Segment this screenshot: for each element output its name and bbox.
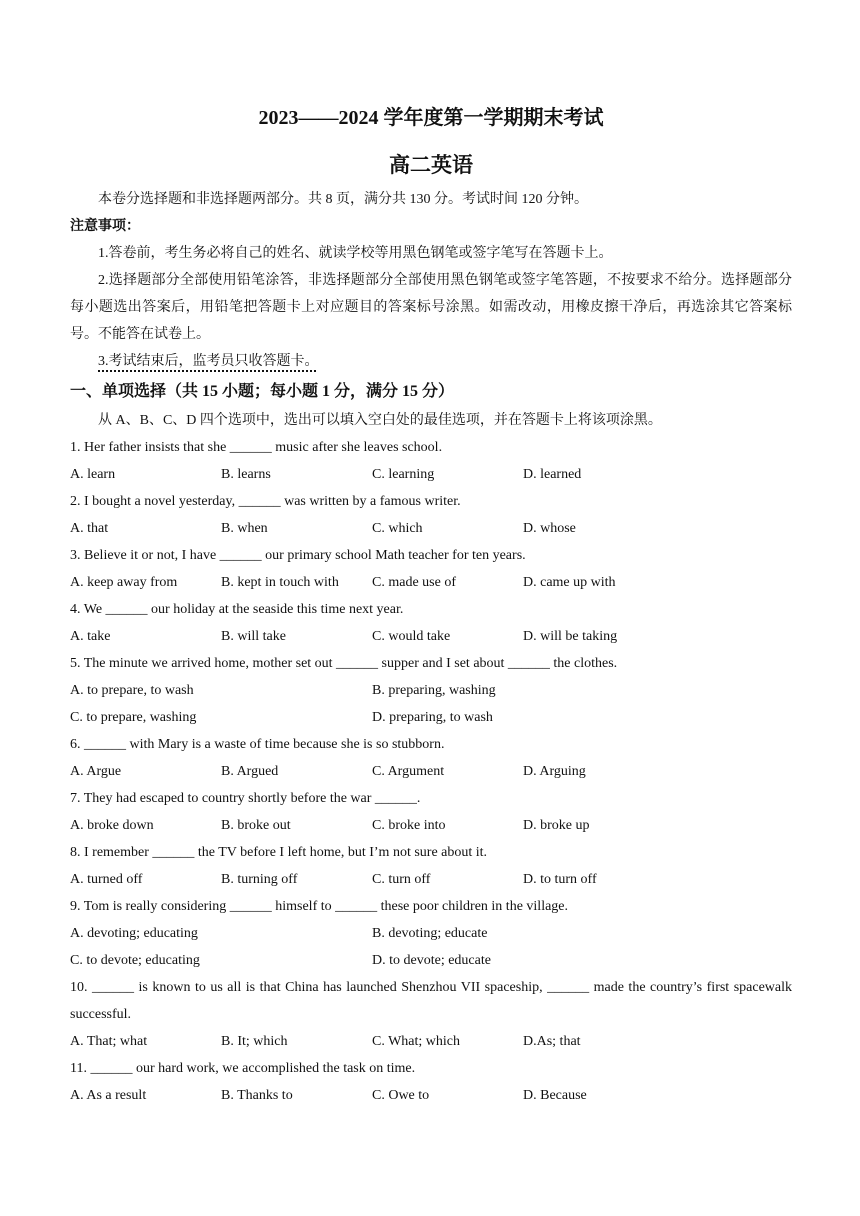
option-a: A. That; what (70, 1034, 148, 1049)
options-row (70, 677, 792, 704)
options-row (70, 920, 792, 947)
option-b: B. Thanks to (221, 1088, 293, 1103)
question-stem: 11. ______ our hard work, we accomplished the task on time. (70, 1061, 416, 1076)
options-row (70, 758, 792, 785)
option-c: C. made use of (372, 575, 456, 590)
section-instruction: 从 A、B、C、D 四个选项中，选出可以填入空白处的最佳选项，并在答题卡上将该项涂黑。 (98, 413, 662, 428)
options-row (70, 623, 792, 650)
question-stem: 4. We ______ our holiday at the seaside this time next year. (70, 602, 404, 617)
notes-heading: 注意事项： (70, 219, 140, 234)
option-b: B. broke out (221, 818, 291, 833)
option-b: B. turning off (221, 872, 298, 887)
section-heading: 一、单项选择（共 15 小题；每小题 1 分，满分 15 分） (70, 383, 455, 400)
exam-title: 2023——2024 学年度第一学期期末考试 (258, 107, 604, 129)
options-row (70, 704, 792, 731)
option-b: B. when (221, 521, 268, 536)
option-a: A. Argue (70, 764, 122, 779)
option-d: D. learned (523, 467, 582, 482)
option-c: C. What; which (372, 1034, 461, 1049)
option-a: A. turned off (70, 872, 143, 887)
option-a: A. that (70, 521, 109, 536)
options-row (70, 947, 792, 974)
option-d: D. to devote; educate (372, 953, 491, 968)
question-stem: 9. Tom is really considering ______ himself to ______ these poor children in the village. (70, 899, 569, 914)
option-d: D. Arguing (523, 764, 586, 779)
option-b: B. Argued (221, 764, 279, 779)
option-d: D. Because (523, 1088, 587, 1103)
exam-page (70, 100, 792, 1109)
option-a: A. learn (70, 467, 116, 482)
question-stem: 5. The minute we arrived home, mother set out ______ supper and I set about ______ the clothes. (70, 656, 618, 671)
option-d: D. will be taking (523, 629, 618, 644)
question-stem: 1. Her father insists that she ______ music after she leaves school. (70, 440, 443, 455)
question-stem: 2. I bought a novel yesterday, ______ was written by a famous writer. (70, 494, 461, 509)
note-3 (70, 348, 792, 375)
note-3-text: 3.考试结束后，监考员只收答题卡。 (98, 354, 319, 369)
option-b: B. kept in touch with (221, 575, 339, 590)
option-b: B. It; which (221, 1034, 288, 1049)
option-b: B. devoting; educate (372, 926, 488, 941)
note-2 (70, 267, 792, 348)
option-c: C. turn off (372, 872, 431, 887)
option-c: C. which (372, 521, 423, 536)
question-stem: 3. Believe it or not, I have ______ our primary school Math teacher for ten years. (70, 548, 526, 563)
option-c: C. to prepare, washing (70, 710, 197, 725)
option-b: B. learns (221, 467, 271, 482)
option-a: A. As a result (70, 1088, 147, 1103)
option-a: A. to prepare, to wash (70, 683, 194, 698)
options-row (70, 1082, 792, 1109)
option-d: D. whose (523, 521, 576, 536)
options-row (70, 1028, 792, 1055)
question-stem: 8. I remember ______ the TV before I left home, but I’m not sure about it. (70, 845, 488, 860)
question-stem: 6. ______ with Mary is a waste of time because she is so stubborn. (70, 737, 445, 752)
option-d: D.As; that (523, 1034, 581, 1049)
option-b: B. will take (221, 629, 286, 644)
question-stem: 10. ______ is known to us all is that China has launched Shenzhou VII spaceship, ______ made the country’s first spacewalk successful. (70, 980, 792, 1022)
option-a: A. keep away from (70, 575, 178, 590)
options-row (70, 866, 792, 893)
option-d: D. to turn off (523, 872, 597, 887)
options-row (70, 812, 792, 839)
option-d: D. broke up (523, 818, 590, 833)
option-d: D. preparing, to wash (372, 710, 493, 725)
option-c: C. to devote; educating (70, 953, 200, 968)
option-c: C. broke into (372, 818, 446, 833)
options-row (70, 461, 792, 488)
options-row (70, 515, 792, 542)
option-b: B. preparing, washing (372, 683, 496, 698)
option-c: C. learning (372, 467, 435, 482)
options-row (70, 569, 792, 596)
option-a: A. broke down (70, 818, 154, 833)
question-stem: 7. They had escaped to country shortly before the war ______. (70, 791, 421, 806)
option-c: C. would take (372, 629, 451, 644)
intro-text: 本卷分选择题和非选择题两部分。共 8 页，满分共 130 分。考试时间 120 分钟。 (98, 192, 588, 207)
option-a: A. take (70, 629, 111, 644)
note-2-text: 2.选择题部分全部使用铅笔涂答，非选择题部分全部使用黑色钢笔或签字笔答题，不按要求不给分。选择题部分每小题选出答案后，用铅笔把答题卡上对应题目的答案标号涂黑。如需改动，用橡皮擦干净后，再选涂其它答案标号。不能答在试卷上。 (70, 273, 792, 342)
exam-subject: 高二英语 (389, 153, 473, 177)
option-d: D. came up with (523, 575, 616, 590)
option-a: A. devoting; educating (70, 926, 198, 941)
option-c: C. Owe to (372, 1088, 430, 1103)
note-1: 1.答卷前，考生务必将自己的姓名、就读学校等用黑色钢笔或签字笔写在答题卡上。 (98, 246, 613, 261)
option-c: C. Argument (372, 764, 445, 779)
